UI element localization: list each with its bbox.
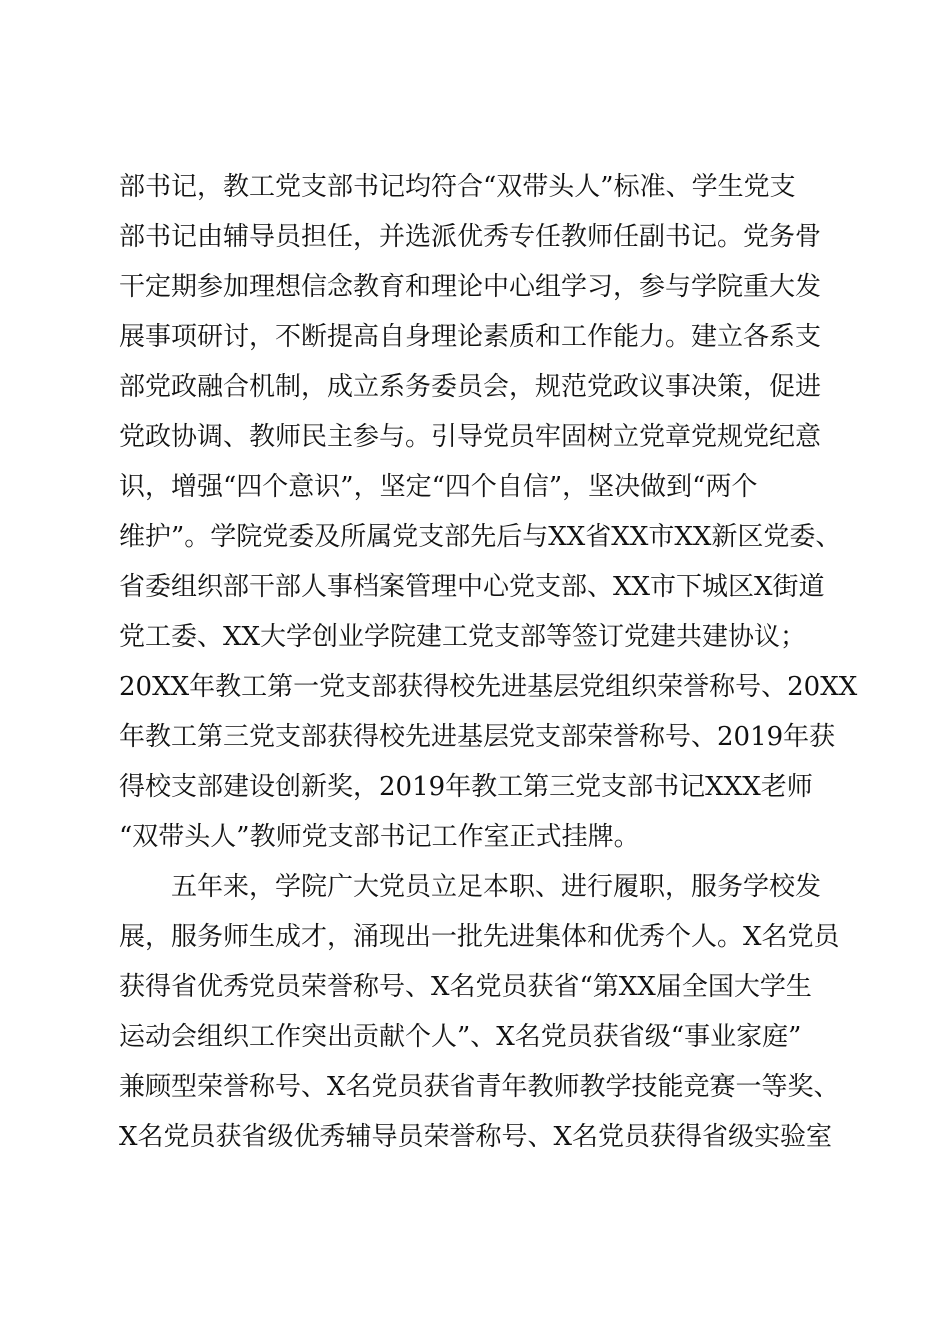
text-line: 年教工第三党支部获得校先进基层党支部荣誉称号、2019年获 (119, 722, 836, 752)
text-line: 运动会组织工作突出贡献个人”、X名党员获省级“事业家庭” (119, 1022, 802, 1052)
text-line: 展，服务师生成才，涌现出一批先进集体和优秀个人。X名党员 (119, 922, 840, 952)
body-text (119, 162, 859, 1162)
text-line: 干定期参加理想信念教育和理论中心组学习，参与学院重大发 (119, 272, 822, 302)
text-line: 五年来，学院广大党员立足本职、进行履职，服务学校发 (119, 872, 822, 902)
text-line: 部书记，教工党支部书记均符合“双带头人”标准、学生党支 (119, 172, 796, 202)
text-line: 维护”。学院党委及所属党支部先后与XX省XX市XX新区党委、 (119, 522, 842, 552)
text-line: 20XX年教工第一党支部获得校先进基层党组织荣誉称号、20XX (119, 672, 858, 702)
text-line: 部书记由辅导员担任，并选派优秀专任教师任副书记。党务骨 (119, 222, 822, 252)
text-line: X名党员获省级优秀辅导员荣誉称号、X名党员获得省级实验室 (119, 1122, 833, 1152)
text-line: 获得省优秀党员荣誉称号、X名党员获省“第XX届全国大学生 (119, 972, 812, 1002)
text-line: 省委组织部干部人事档案管理中心党支部、XX市下城区X街道 (119, 572, 825, 602)
text-line: 部党政融合机制，成立系务委员会，规范党政议事决策，促进 (119, 372, 822, 402)
text-line: 展事项研讨，不断提高自身理论素质和工作能力。建立各系支 (119, 322, 822, 352)
paragraph-2 (119, 862, 859, 1162)
text-line: 得校支部建设创新奖，2019年教工第三党支部书记XXX老师 (119, 772, 813, 802)
text-line: 党政协调、教师民主参与。引导党员牢固树立党章党规党纪意 (119, 422, 822, 452)
text-line: 识，增强“四个意识”，坚定“四个自信”，坚决做到“两个 (119, 472, 758, 502)
paragraph-1 (119, 162, 859, 862)
text-line: “双带头人”教师党支部书记工作室正式挂牌。 (119, 822, 640, 852)
text-line: 兼顾型荣誉称号、X名党员获省青年教师教学技能竞赛一等奖、 (119, 1072, 840, 1102)
text-line: 党工委、XX大学创业学院建工党支部等签订党建共建协议； (119, 622, 807, 652)
